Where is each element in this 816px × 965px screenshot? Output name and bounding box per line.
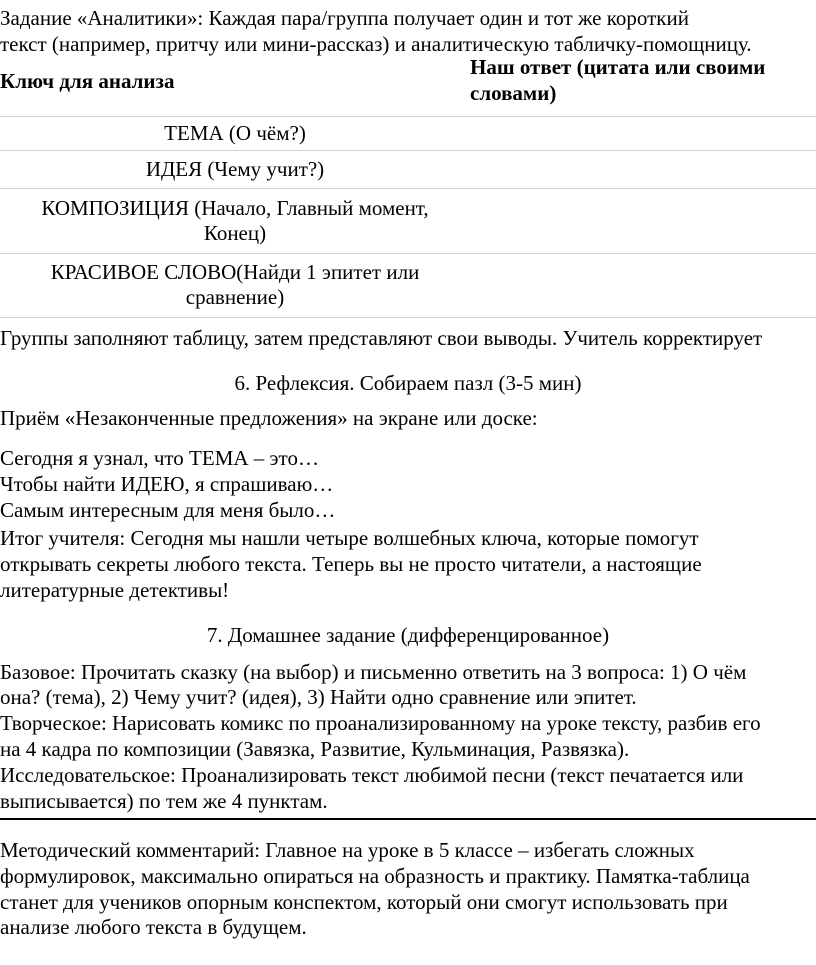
intro-line-2: текст (например, притчу или мини-рассказ) и аналитическую табличку-помощницу. <box>0 32 752 56</box>
homework-creative-line-2: на 4 кадра по композиции (Завязка, Развитие, Кульминация, Развязка). <box>0 737 630 761</box>
intro-line-1: Задание «Аналитики»: Каждая пара/группа получает один и тот же короткий <box>0 6 689 30</box>
homework-research-line-1: Исследовательское: Проанализировать текст любимой песни (текст печатается или <box>0 763 744 787</box>
table-header-answer-line-1: Наш ответ (цитата или своими <box>470 55 766 79</box>
section-6-title: 6. Рефлексия. Собираем пазл (3-5 мин) <box>234 371 582 395</box>
sentence-item-2: Чтобы найти ИДЕЮ, я спрашиваю… <box>0 472 334 496</box>
table-divider <box>0 150 816 151</box>
table-divider <box>0 116 816 117</box>
table-header-key: Ключ для анализа <box>0 69 175 93</box>
after-table-text: Группы заполняют таблицу, затем представляют свои выводы. Учитель корректирует <box>0 326 763 350</box>
table-divider <box>0 188 816 189</box>
comment-line-1: Методический комментарий: Главное на уроке в 5 классе – избегать сложных <box>0 838 695 862</box>
homework-basic-line-2: она? (тема), 2) Чему учит? (идея), 3) Найти одно сравнение или эпитет. <box>0 685 637 709</box>
table-divider <box>0 253 816 254</box>
homework-research-line-2: выписывается) по тем же 4 пунктам. <box>0 789 328 813</box>
homework-basic-line-1: Базовое: Прочитать сказку (на выбор) и письменно ответить на 3 вопроса: 1) О чём <box>0 660 747 684</box>
comment-line-2: формулировок, максимально опираться на образность и практику. Памятка-таблица <box>0 864 750 888</box>
comment-line-3: станет для учеников опорным конспектом, который они смогут использовать при <box>0 890 728 914</box>
teacher-summary-line-3: литературные детективы! <box>0 578 230 602</box>
teacher-summary-line-1: Итог учителя: Сегодня мы нашли четыре волшебных ключа, которые помогут <box>0 526 699 550</box>
table-row-beautiful-word-line-2: сравнение) <box>185 285 285 309</box>
table-row-composition-line-1: КОМПОЗИЦИЯ (Начало, Главный момент, <box>41 196 429 220</box>
table-divider <box>0 317 816 318</box>
table-row-idea: ИДЕЯ (Чему учит?) <box>145 157 325 181</box>
section-7-title: 7. Домашнее задание (дифференцированное) <box>206 623 610 647</box>
sentence-item-1: Сегодня я узнал, что ТЕМА – это… <box>0 446 319 470</box>
homework-creative-line-1: Творческое: Нарисовать комикс по проанализированному на уроке тексту, разбив его <box>0 711 761 735</box>
comment-line-4: анализе любого текста в будущем. <box>0 915 307 939</box>
table-header-answer-line-2: словами) <box>470 81 557 105</box>
section-separator <box>0 818 816 820</box>
table-row-composition-line-2: Конец) <box>203 221 267 245</box>
table-row-beautiful-word-line-1: КРАСИВОЕ СЛОВО(Найди 1 эпитет или <box>50 260 420 284</box>
table-row-topic: ТЕМА (О чём?) <box>164 121 306 145</box>
section-6-intro: Приём «Незаконченные предложения» на экране или доске: <box>0 406 538 430</box>
sentence-item-3: Самым интересным для меня было… <box>0 498 336 522</box>
teacher-summary-line-2: открывать секреты любого текста. Теперь вы не просто читатели, а настоящие <box>0 552 702 576</box>
